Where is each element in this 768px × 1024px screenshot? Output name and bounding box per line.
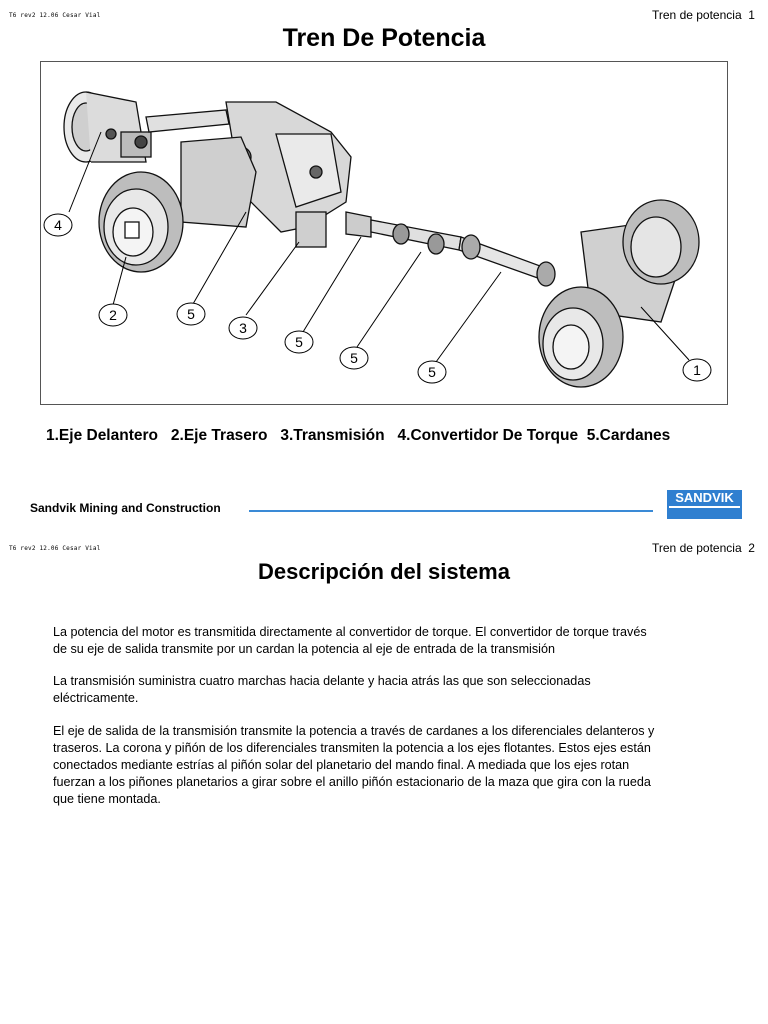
paragraph-line: La potencia del motor es transmitida directamente al convertidor de torque. El convertidor de torque través (53, 625, 647, 639)
paragraph-line: de su eje de salida transmite por un cardan la potencia al eje de entrada de la transmisión (53, 642, 555, 656)
header-section-title: Tren de potencia (652, 8, 742, 22)
caption-item: 3.Transmisión (280, 427, 385, 444)
page-number: 2 (748, 541, 755, 555)
body-paragraph (53, 624, 723, 658)
cardan-shafts-drawing (346, 212, 555, 286)
caption-item: 4.Convertidor De Torque (397, 427, 579, 444)
paragraph-line: La transmisión suministra cuatro marchas hacia delante y hacia atrás las que son seleccionadas (53, 674, 591, 688)
callout-label: 5 (350, 350, 358, 366)
page-title: Tren De Potencia (282, 24, 486, 52)
footer-company-name: Sandvik Mining and Construction (30, 501, 221, 515)
caption-item: 5.Cardanes (586, 427, 671, 444)
logo-underline (669, 506, 740, 508)
header-section-title: Tren de potencia (652, 541, 742, 555)
paragraph-line: eléctricamente. (53, 691, 139, 705)
paragraph-line: fuerzan a los piñones planetarios a girar sobre el anillo piñón estacionario de la maza que gira con la rueda (53, 775, 651, 789)
callout-label: 3 (239, 320, 247, 336)
page-number: 1 (748, 8, 755, 22)
footer-rule (249, 510, 653, 512)
sandvik-logo (667, 490, 742, 519)
paragraph-line: traseros. La corona y piñón de los diferenciales transmiten la potencia a los ejes flotantes. Estos ejes están (53, 741, 651, 755)
header-right-text (652, 8, 755, 22)
callout-label: 2 (109, 307, 117, 323)
drivetrain-figure (40, 61, 728, 405)
caption-item: 1.Eje Delantero (46, 427, 158, 444)
callout-label: 5 (428, 364, 436, 380)
logo-text: SANDVIK (675, 490, 734, 505)
paragraph-line: El eje de salida de la transmisión transmite la potencia a través de cardanes a los diferenciales delanteros y (53, 724, 655, 738)
torque-converter-drawing (64, 92, 151, 162)
caption-item: 2.Eje Trasero (170, 427, 268, 444)
paragraph-line: que tiene montada. (53, 792, 161, 806)
callout-label: 5 (187, 306, 195, 322)
body-paragraph (53, 673, 723, 707)
paragraph-line: conectados mediante estrías al piñón solar del planetario del mando final. A mediada que los ejes rotan (53, 758, 630, 772)
front-axle-drawing (539, 200, 699, 387)
header-right-text (652, 541, 755, 555)
figure-caption (46, 427, 670, 445)
header-left-text: T6 rev2 12.06 Cesar Vial (9, 545, 101, 552)
callout-label: 4 (54, 217, 62, 233)
drivetrain-illustration (41, 62, 727, 404)
page-title: Descripción del sistema (258, 559, 510, 584)
body-paragraph (53, 723, 723, 808)
callout-label: 1 (693, 362, 701, 378)
header-left-text: T6 rev2 12.06 Cesar Vial (9, 12, 101, 19)
callout-label: 5 (295, 334, 303, 350)
